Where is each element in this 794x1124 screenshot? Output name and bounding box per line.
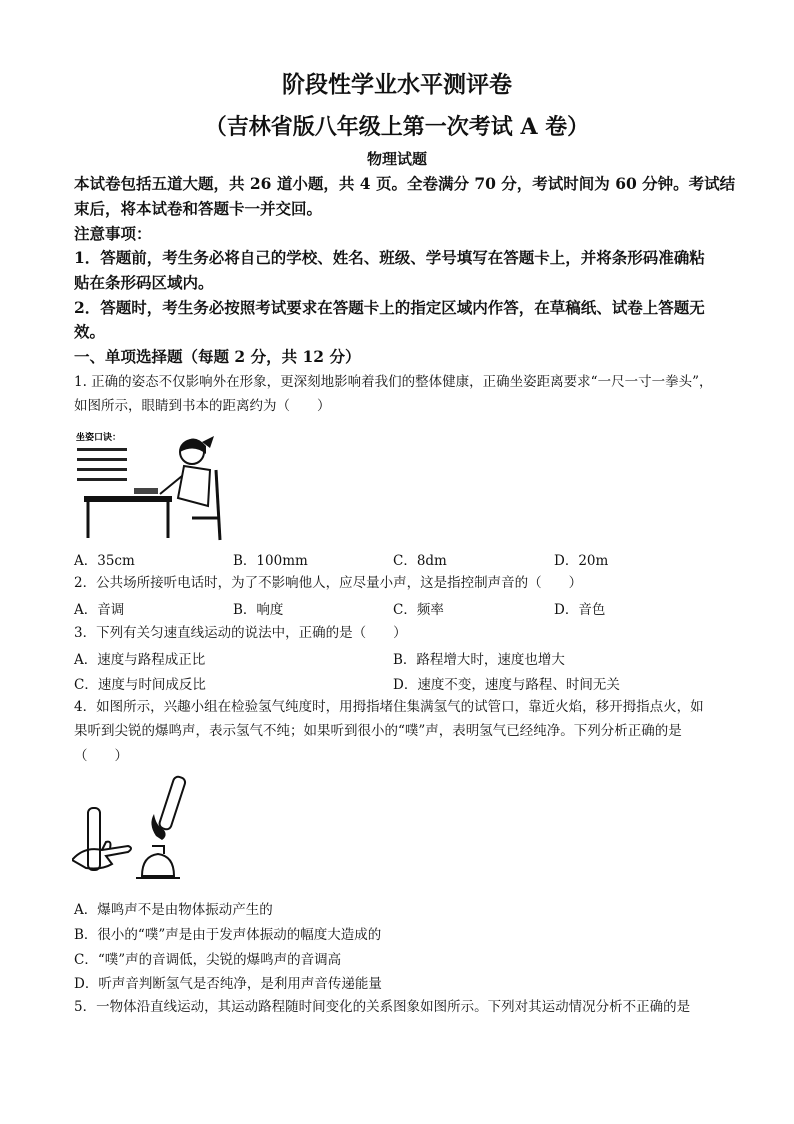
note-1-line-1: 1．答题前，考生务必将自己的学校、姓名、班级、学号填写在答题卡上，并将条形码准确粘 — [74, 248, 705, 267]
q4-option-b[interactable]: B．很小的“噗”声是由于发声体振动的幅度大造成的 — [74, 927, 382, 943]
q2-option-a[interactable]: A．音调 — [74, 602, 125, 618]
note-2-line-1: 2．答题时，考生务必按照考试要求在答题卡上的指定区域内作答，在草稿纸、试卷上答题无 — [74, 298, 705, 317]
section-1-heading: 一、单项选择题（每题 2 分，共 12 分） — [74, 347, 361, 366]
q1-option-b[interactable]: B．100mm — [233, 553, 308, 569]
q2-option-b[interactable]: B．响度 — [233, 602, 284, 618]
exam-title: 阶段性学业水平测评卷 — [282, 71, 512, 98]
q1-option-a[interactable]: A．35cm — [74, 553, 135, 569]
q4-option-d[interactable]: D．听声音判断氢气是否纯净，是利用声音传递能量 — [74, 976, 382, 992]
q3-stem: 3．下列有关匀速直线运动的说法中，正确的是（ ） — [74, 625, 407, 641]
q2-option-c[interactable]: C．频率 — [393, 602, 444, 618]
q5-stem: 5．一物体沿直线运动，其运动路程随时间变化的关系图象如图所示。下列对其运动情况分析不正确的是 — [74, 999, 691, 1015]
note-1-line-2: 贴在条形码区域内。 — [74, 273, 214, 292]
q4-stem-line-3: （ ） — [74, 748, 128, 764]
q4-hydrogen-test-figure — [72, 774, 202, 886]
q1-option-c[interactable]: C．8dm — [393, 553, 447, 569]
q4-stem-line-1: 4．如图所示，兴趣小组在检验氢气纯度时，用拇指堵住集满氢气的试管口，靠近火焰，移开拇指点火，如 — [74, 699, 704, 715]
q2-option-d[interactable]: D．音色 — [554, 602, 606, 618]
q3-option-b[interactable]: B．路程增大时，速度也增大 — [393, 652, 565, 668]
note-2-line-2: 效。 — [74, 322, 106, 341]
q3-option-d[interactable]: D．速度不变，速度与路程、时间无关 — [393, 677, 620, 693]
q4-option-c[interactable]: C．“噗”声的音调低，尖锐的爆鸣声的音调高 — [74, 952, 342, 968]
intro-line-2: 束后，将本试卷和答题卡一并交回。 — [74, 199, 323, 218]
q1-posture-figure — [74, 426, 234, 541]
q4-stem-line-2: 果听到尖锐的爆鸣声，表示氢气不纯；如果听到很小的“噗”声，表明氢气已经纯净。下列分析正确的是 — [74, 723, 682, 739]
q4-option-a[interactable]: A．爆鸣声不是由物体振动产生的 — [74, 902, 273, 918]
posture-rhyme-title: 坐姿口诀： — [76, 433, 122, 443]
exam-subtitle: （吉林省版八年级上第一次考试 A 卷） — [204, 114, 590, 140]
q1-option-d[interactable]: D．20m — [554, 553, 609, 569]
q2-stem: 2．公共场所接听电话时，为了不影响他人，应尽量小声，这是指控制声音的（ ） — [74, 575, 583, 591]
intro-line-1: 本试卷包括五道大题，共 26 道小题，共 4 页。全卷满分 70 分，考试时间为 60 分钟。考试结 — [74, 174, 736, 193]
q1-stem-line-1: 1. 正确的姿态不仅影响外在形象，更深刻地影响着我们的整体健康，正确坐姿距离要求“一尺一寸一拳头”， — [74, 374, 713, 390]
notes-heading: 注意事项： — [74, 224, 152, 243]
q1-stem-line-2: 如图所示，眼睛到书本的距离约为（ ） — [74, 398, 331, 414]
subject-title: 物理试题 — [366, 150, 427, 168]
q3-option-a[interactable]: A．速度与路程成正比 — [74, 652, 206, 668]
q3-option-c[interactable]: C．速度与时间成反比 — [74, 677, 206, 693]
